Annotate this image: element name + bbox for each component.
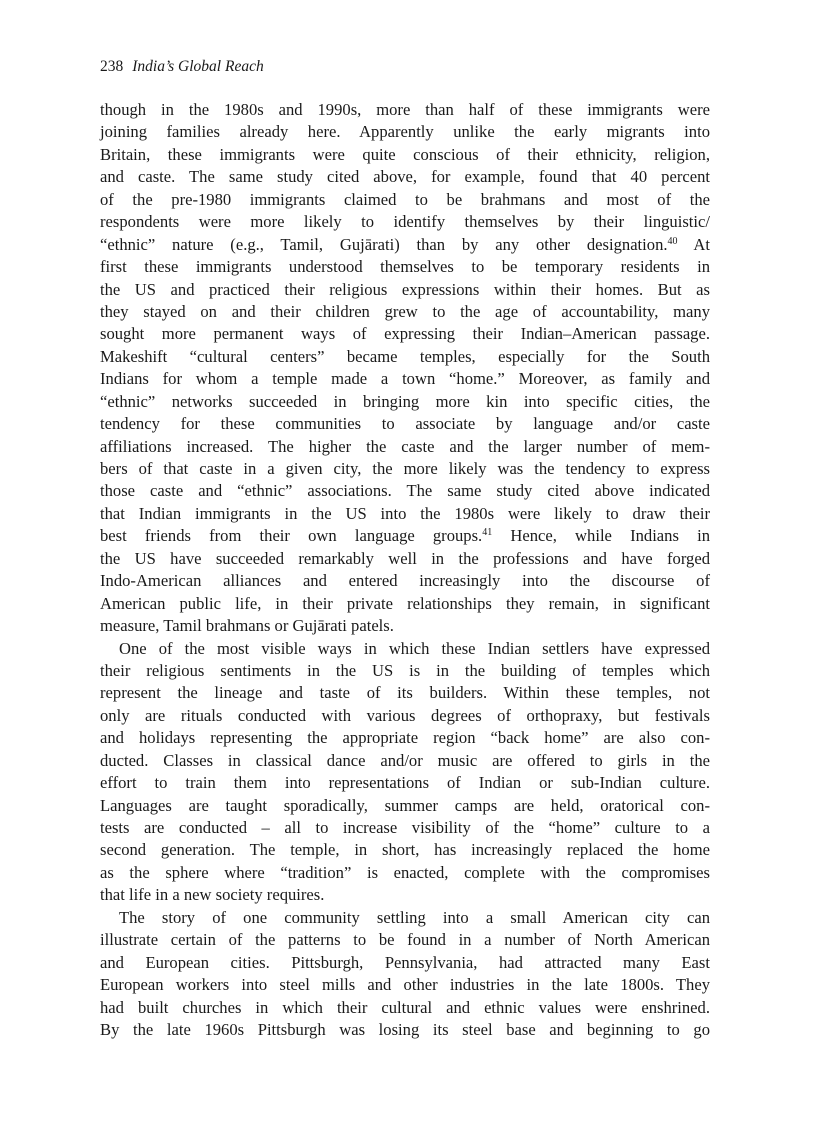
- line-text: tests are conducted – all to increase visibility of the “home” culture to a: [100, 818, 710, 837]
- footnote-marker: 40: [667, 235, 678, 247]
- line-text: the US and practiced their religious expressions within their homes. But as: [100, 279, 710, 299]
- line-text: Indians for whom a temple made a town “home.” Moreover, as family and: [100, 369, 710, 389]
- text-line: [100, 391, 710, 413]
- line-text: European workers into steel mills and other industries in the late 1800s. They: [100, 975, 710, 995]
- line-text: the US have succeeded remarkably well in the professions and have forged: [100, 548, 710, 568]
- line-text: second generation. The temple, in short, has increasingly replaced the home: [100, 840, 710, 860]
- text-line: [100, 503, 710, 525]
- text-line: [100, 660, 710, 682]
- text-line: [100, 436, 710, 458]
- line-text: of the pre-1980 immigrants claimed to be brahmans and most of the: [100, 189, 710, 209]
- text-line: [100, 997, 710, 1019]
- text-line: [100, 638, 710, 660]
- line-text: The story of one community settling into a small American city can: [119, 907, 710, 927]
- line-text: and European cities. Pittsburgh, Pennsylvania, had attracted many East: [100, 952, 710, 972]
- line-text: as the sphere where “tradition” is enacted, complete with the compromises: [100, 862, 710, 882]
- line-text: affiliations increased. The higher the caste and the larger number of mem-: [100, 436, 710, 456]
- line-text: best friends from their own language groups.: [100, 526, 483, 546]
- text-line: [100, 301, 710, 323]
- page-number: 238: [100, 58, 124, 75]
- line-text: Indo-American alliances and entered increasingly into the discourse of: [100, 571, 710, 591]
- line-text: that Indian immigrants in the US into the 1980s were likely to draw their: [100, 503, 710, 523]
- line-text: “ethnic” nature (e.g., Tamil, Gujārati) than by any other designation.: [100, 234, 668, 254]
- line-text: their religious sentiments in the US is in the building of temples which: [100, 660, 710, 680]
- book-title: India’s Global Reach: [132, 58, 264, 75]
- text-line: [100, 211, 710, 233]
- line-text-continued: Hence, while Indians in: [492, 526, 710, 546]
- line-text: tendency for these communities to associate by language and/or caste: [100, 414, 710, 434]
- text-line: [100, 750, 710, 772]
- text-line: [100, 234, 710, 256]
- line-text: ducted. Classes in classical dance and/or music are offered to girls in the: [100, 750, 710, 770]
- text-line: [100, 548, 710, 570]
- text-line: [100, 99, 710, 121]
- running-head: [100, 57, 264, 77]
- text-line: [100, 772, 710, 794]
- line-text: Languages are taught sporadically, summer camps are held, oratorical con-: [100, 795, 710, 815]
- line-text: sought more permanent ways of expressing their Indian–American passage.: [100, 324, 710, 344]
- line-text: effort to train them into representations of Indian or sub-Indian culture.: [100, 773, 710, 793]
- line-text: Makeshift “cultural centers” became temples, especially for the South: [100, 346, 710, 366]
- line-text: joining families already here. Apparently unlike the early migrants into: [100, 122, 710, 142]
- line-text: represent the lineage and taste of its builders. Within these temples, not: [100, 683, 710, 703]
- text-line: [100, 884, 710, 906]
- line-text: and holidays representing the appropriate region “back home” are also con-: [100, 728, 710, 748]
- footnote-marker: 41: [482, 527, 493, 539]
- text-line: [100, 705, 710, 727]
- text-line: [100, 256, 710, 278]
- body-text: [100, 99, 710, 1041]
- line-text: By the late 1960s Pittsburgh was losing its steel base and beginning to go: [100, 1019, 710, 1039]
- text-line: [100, 323, 710, 345]
- text-line: [100, 570, 710, 592]
- line-text: respondents were more likely to identify themselves by their linguistic/: [100, 212, 710, 232]
- text-line: [100, 189, 710, 211]
- text-line: [100, 413, 710, 435]
- text-line: [100, 166, 710, 188]
- text-line: [100, 346, 710, 368]
- line-text: Britain, these immigrants were quite conscious of their ethnicity, religion,: [100, 144, 710, 164]
- text-line: [100, 458, 710, 480]
- text-line: [100, 727, 710, 749]
- text-line: [100, 974, 710, 996]
- text-line: [100, 368, 710, 390]
- text-line: [100, 615, 710, 637]
- line-text: they stayed on and their children grew to the age of accountability, many: [100, 301, 710, 321]
- text-line: [100, 952, 710, 974]
- text-line: [100, 144, 710, 166]
- text-line: [100, 121, 710, 143]
- line-text: “ethnic” networks succeeded in bringing more kin into specific cities, the: [100, 391, 710, 411]
- text-line: [100, 480, 710, 502]
- text-line: [100, 1019, 710, 1041]
- text-line: [100, 525, 710, 547]
- text-line: [100, 839, 710, 861]
- line-text: One of the most visible ways in which these Indian settlers have expressed: [119, 638, 710, 658]
- text-line: [100, 907, 710, 929]
- line-text: measure, Tamil brahmans or Gujārati patels.: [100, 616, 394, 636]
- text-line: [100, 682, 710, 704]
- text-line: [100, 279, 710, 301]
- line-text: and caste. The same study cited above, for example, found that 40 percent: [100, 167, 710, 187]
- text-line: [100, 862, 710, 884]
- line-text: first these immigrants understood themselves to be temporary residents in: [100, 257, 710, 277]
- line-text: American public life, in their private relationships they remain, in significant: [100, 593, 710, 613]
- line-text: illustrate certain of the patterns to be found in a number of North American: [100, 930, 710, 950]
- line-text: bers of that caste in a given city, the more likely was the tendency to express: [100, 459, 710, 478]
- text-line: [100, 795, 710, 817]
- text-line: [100, 929, 710, 951]
- line-text: though in the 1980s and 1990s, more than half of these immigrants were: [100, 100, 710, 119]
- line-text: that life in a new society requires.: [100, 885, 325, 905]
- text-line: [100, 593, 710, 615]
- line-text: only are rituals conducted with various degrees of orthopraxy, but festivals: [100, 705, 710, 725]
- line-text: had built churches in which their cultural and ethnic values were enshrined.: [100, 997, 710, 1017]
- line-text: those caste and “ethnic” associations. The same study cited above indicated: [100, 481, 710, 501]
- text-line: [100, 817, 710, 839]
- line-text-continued: At: [677, 234, 710, 254]
